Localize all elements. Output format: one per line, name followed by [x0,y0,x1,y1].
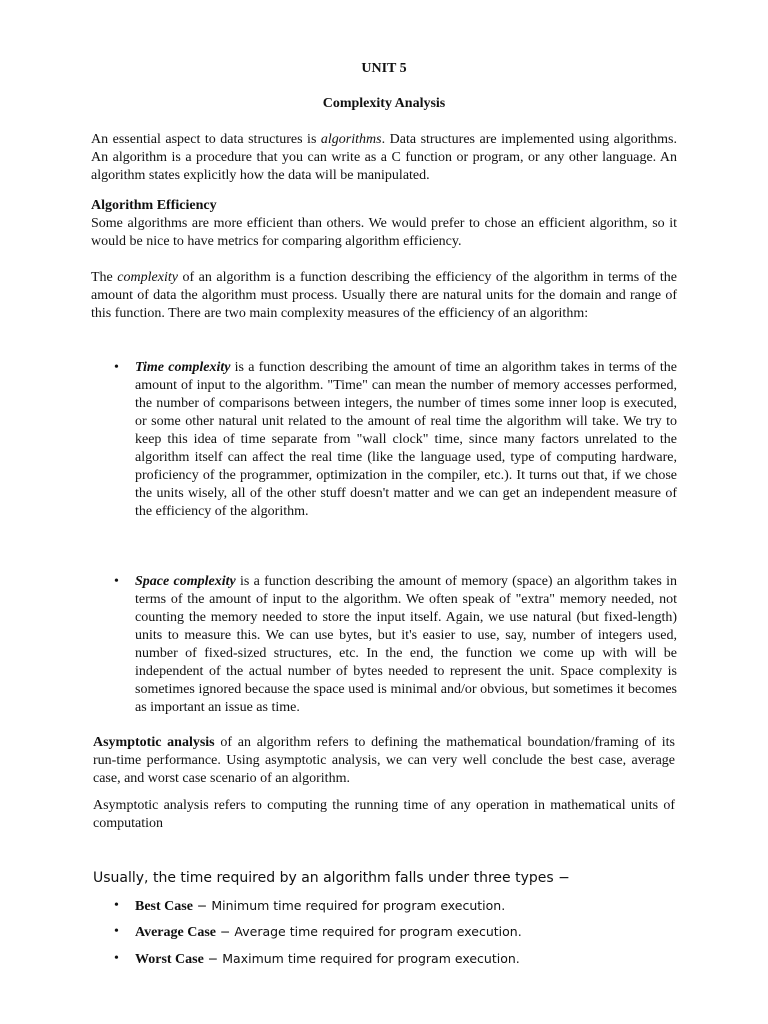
time-complexity-term: Time complexity [135,360,231,375]
usually-line: Usually, the time required by an algorithm falls under three types − [93,870,570,886]
space-complexity-term: Space complexity [135,574,236,589]
bullet-icon: • [114,898,119,913]
case-worst [135,950,520,969]
bullet-icon: • [114,360,119,375]
complexity-text-end: of an algorithm is a function describing the efficiency of the algorithm in terms of the amount of data the algorithm must process. Usually there are natural units for the domain and range of this function. There are two main complexity measures of the efficiency of an algorithm: [91,270,677,321]
complexity-paragraph [91,269,677,323]
intro-text-start: An essential aspect to data structures is [91,132,321,147]
case-worst-term: Worst Case [135,952,204,967]
asymptotic-term: Asymptotic analysis [93,735,215,750]
case-average-text: − Average time required for program execution. [216,924,522,939]
complexity-text-start: The [91,270,118,285]
case-best-term: Best Case [135,899,193,914]
asymptotic-paragraph-2: Asymptotic analysis refers to computing the running time of any operation in mathematical units of computation [93,798,675,831]
complexity-emphasis: complexity [117,270,178,285]
intro-paragraph [91,131,677,185]
space-complexity-item [135,573,677,717]
efficiency-heading: Algorithm Efficiency [91,198,217,213]
intro-emphasis: algorithms [320,132,382,147]
chapter-title: Complexity Analysis [322,96,446,111]
unit-title: UNIT 5 [361,61,407,76]
asymptotic-paragraph-1 [93,734,675,788]
space-complexity-text: is a function describing the amount of memory (space) an algorithm takes in terms of the amount of input to the algorithm. We often speak of "extra" memory needed, not counting the memory needed to store the input itself. Again, we use natural (but fixed-length) units to measure this. We can use bytes, but it's easier to use, say, number of integers used, number of fixed-sized structures, etc. In the end, the function we come up with will be independent of the actual number of bytes needed to represent the unit. Space complexity is sometimes ignored because the space used is minimal and/or obvious, but sometimes it becomes as important an issue as time. [135,574,678,715]
bullet-icon: • [114,574,119,589]
efficiency-paragraph: Some algorithms are more efficient than others. We would prefer to chose an efficient algorithm, so it would be nice to have metrics for comparing algorithm efficiency. [91,216,677,249]
case-best-text: − Minimum time required for program execution. [192,898,506,913]
bullet-icon: • [114,924,119,939]
intro-text-end: . Data structures are implemented using algorithms. An algorithm is a procedure that you can write as a C function or program, or any other language. An algorithm states explicitly how the data will be manipulated. [91,132,677,183]
case-average-term: Average Case [135,925,216,940]
time-complexity-item [135,359,677,521]
case-average [135,923,522,942]
case-worst-text: − Maximum time required for program execution. [203,951,520,966]
bullet-icon: • [114,951,119,966]
asymptotic-text: of an algorithm refers to defining the mathematical boundation/framing of its run-time performance. Using asymptotic analysis, we can very well conclude the best case, average case, and worst case scenario of an algorithm. [93,735,675,786]
case-best [135,897,505,916]
time-complexity-text: is a function describing the amount of time an algorithm takes in terms of the amount of input to the algorithm. "Time" can mean the number of memory accesses performed, the number of comparisons between integers, the number of times some inner loop is executed, or some other natural unit related to the amount of real time the algorithm will take. We try to keep this idea of time separate from "wall clock" time, since many factors unrelated to the algorithm itself can affect the real time (like the language used, type of computing hardware, proficiency of the programmer, optimization in the compiler, etc.). It turns out that, if we chose the units wisely, all of the other stuff doesn't matter and we can get an independent measure of the efficiency of the algorithm. [135,360,677,519]
